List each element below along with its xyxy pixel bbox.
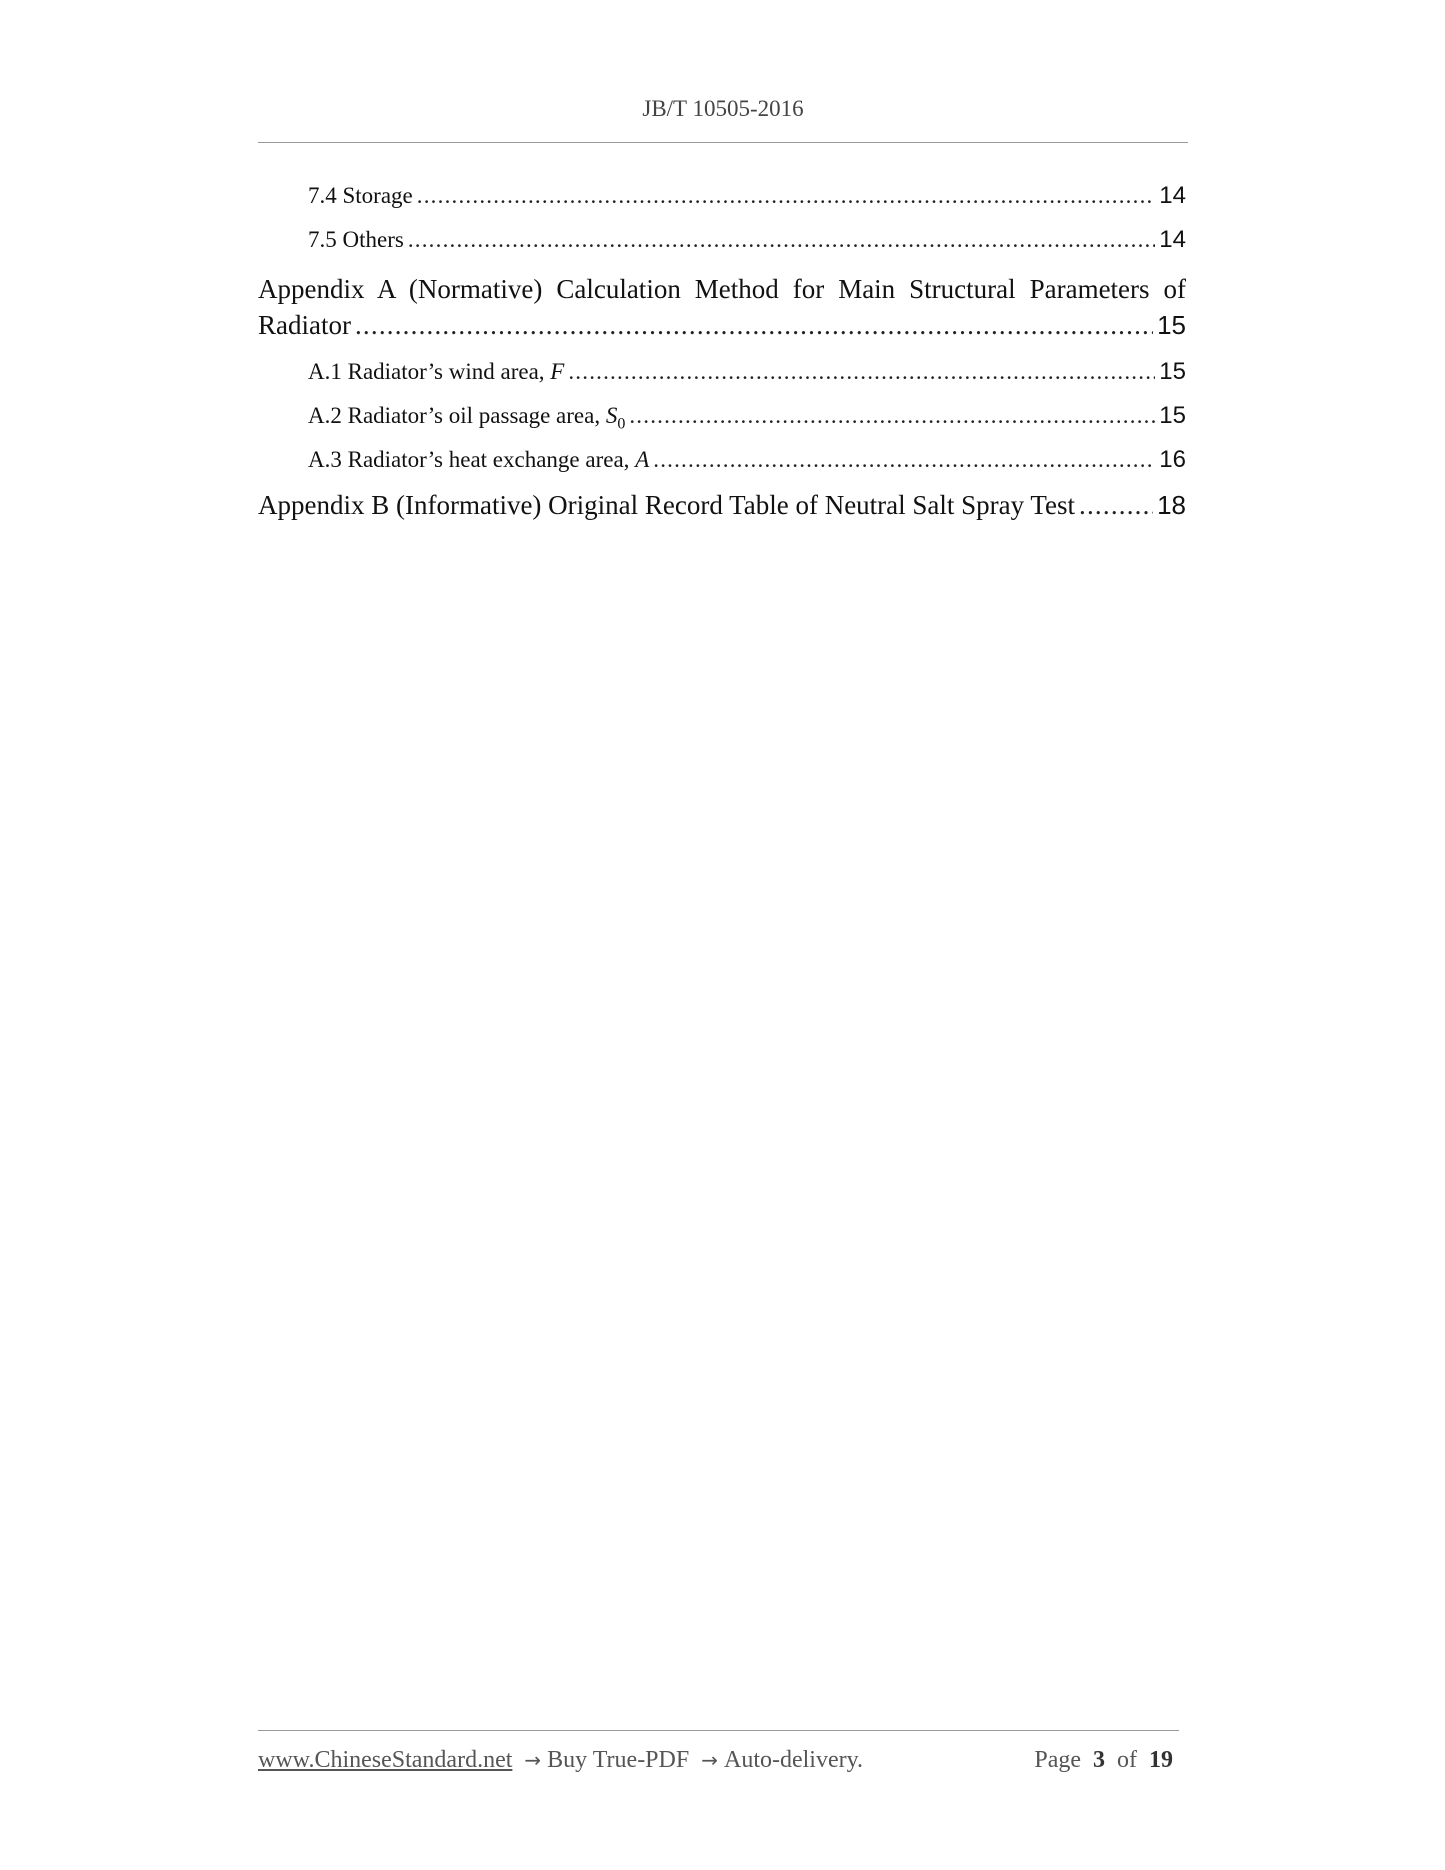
- of-word: of: [1117, 1747, 1137, 1773]
- toc-label-text: A.1 Radiator’s wind area,: [308, 359, 545, 384]
- toc-leader-dots: [408, 227, 1155, 253]
- total-pages: 19: [1149, 1747, 1173, 1773]
- toc-label: Appendix B (Informative) Original Record Table of Neutral Salt Spray Test: [258, 490, 1076, 520]
- toc-entry-7-4[interactable]: [258, 182, 1186, 226]
- toc-page-number: 18: [1157, 490, 1186, 520]
- toc-leader-dots: [568, 359, 1155, 385]
- arrow-right-icon: →: [701, 1748, 718, 1772]
- toc-entry-a-2[interactable]: [258, 402, 1186, 446]
- toc-entry-appendix-b[interactable]: [258, 490, 1186, 534]
- toc-page-number: 14: [1159, 182, 1186, 209]
- toc-label: Appendix A (Normative) Calculation Method for Main Structural Parameters of: [258, 274, 1186, 304]
- toc-entry-appendix-a[interactable]: [258, 274, 1186, 352]
- toc-label: [308, 359, 564, 385]
- math-variable: A: [635, 447, 650, 472]
- toc-label-text: A.2 Radiator’s oil passage area,: [308, 403, 601, 428]
- toc-label: [308, 403, 625, 434]
- toc-leader-dots: [653, 447, 1155, 473]
- math-variable: S: [605, 403, 618, 428]
- toc-page-number: 15: [1157, 310, 1186, 340]
- site-link[interactable]: www.ChineseStandard.net: [258, 1747, 513, 1773]
- page-indicator: [1034, 1747, 1179, 1774]
- toc-label: 7.4 Storage: [308, 183, 413, 208]
- document-code: JB/T 10505-2016: [642, 96, 804, 121]
- toc-entry-7-5[interactable]: [258, 226, 1186, 270]
- math-variable: F: [550, 359, 565, 384]
- toc-leader-dots: [1079, 490, 1153, 521]
- toc-page-number: 16: [1159, 446, 1186, 473]
- toc-leader-dots: [417, 183, 1156, 209]
- toc-entry-a-1[interactable]: [258, 358, 1186, 402]
- math-subscript: 0: [617, 415, 626, 433]
- page-header: [258, 96, 1188, 143]
- toc-entry-appendix-a-line2: [258, 310, 1186, 352]
- table-of-contents: [258, 182, 1186, 534]
- toc-leader-dots: [629, 403, 1155, 429]
- toc-page-number: 15: [1159, 402, 1186, 429]
- toc-entry-a-3[interactable]: [258, 446, 1186, 490]
- footer-left: [258, 1747, 863, 1774]
- toc-label: Radiator: [258, 310, 351, 340]
- toc-page-number: 15: [1159, 358, 1186, 385]
- toc-leader-dots: [355, 310, 1153, 341]
- toc-label-text: A.3 Radiator’s heat exchange area,: [308, 447, 630, 472]
- toc-label: [308, 447, 649, 473]
- delivery-text: Auto-delivery.: [723, 1747, 864, 1773]
- arrow-right-icon: →: [524, 1748, 542, 1772]
- toc-page-number: 14: [1159, 226, 1186, 253]
- toc-label: 7.5 Others: [308, 227, 404, 252]
- page-word: Page: [1034, 1747, 1081, 1773]
- buy-text: Buy True-PDF: [547, 1747, 690, 1773]
- current-page-number: 3: [1093, 1747, 1105, 1773]
- page-footer: [258, 1730, 1179, 1774]
